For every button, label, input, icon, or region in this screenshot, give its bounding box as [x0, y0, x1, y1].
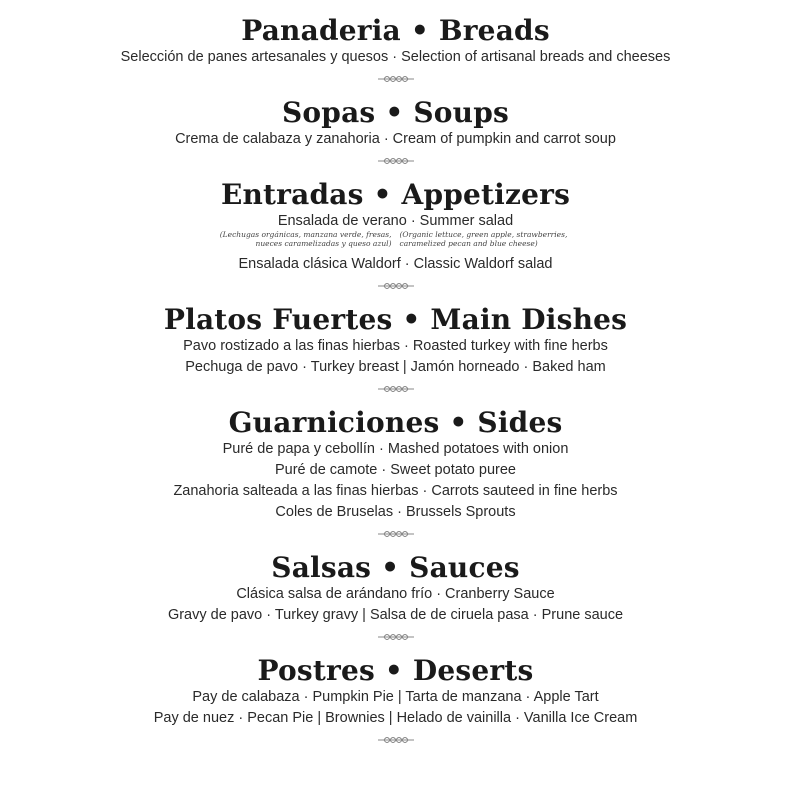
leaf-sprig-icon — [376, 153, 416, 169]
dish-description-spanish: (Lechugas orgánicas, manzana verde, fresas, nueces caramelizadas y queso azul) — [219, 230, 392, 248]
menu-item: Pechuga de pavo · Turkey breast | Jamón horneado · Baked ham — [185, 359, 606, 375]
menu-item: Crema de calabaza y zanahoria · Cream of pumpkin and carrot soup — [175, 131, 616, 147]
leaf-sprig-icon — [376, 71, 416, 87]
menu — [0, 14, 791, 748]
section-breads — [0, 14, 791, 87]
section-heading: Sopas • Soups — [282, 96, 509, 129]
menu-item: Pavo rostizado a las finas hierbas · Roasted turkey with fine herbs — [183, 338, 608, 354]
dish-description — [0, 230, 791, 248]
menu-item: Clásica salsa de arándano frío · Cranberry Sauce — [236, 586, 555, 602]
leaf-sprig-icon — [376, 629, 416, 645]
leaf-sprig-icon — [376, 526, 416, 542]
section-sides — [0, 406, 791, 542]
leaf-sprig-icon — [376, 278, 416, 294]
menu-item: Ensalada clásica Waldorf · Classic Waldorf salad — [238, 256, 553, 272]
section-heading: Platos Fuertes • Main Dishes — [163, 303, 628, 336]
section-heading: Guarniciones • Sides — [228, 406, 563, 439]
section-heading: Postres • Deserts — [257, 654, 534, 687]
menu-item: Pay de calabaza · Pumpkin Pie | Tarta de manzana · Apple Tart — [192, 689, 599, 705]
section-desserts — [0, 654, 791, 748]
section-sauces — [0, 551, 791, 645]
leaf-sprig-icon — [376, 732, 416, 748]
menu-item: Coles de Bruselas · Brussels Sprouts — [275, 504, 516, 520]
menu-item: Zanahoria salteada a las finas hierbas · Carrots sauteed in fine herbs — [173, 483, 618, 499]
menu-item: Pay de nuez · Pecan Pie | Brownies | Helado de vainilla · Vanilla Ice Cream — [153, 710, 638, 726]
menu-item: Ensalada de verano · Summer salad — [277, 213, 514, 229]
section-heading: Panaderia • Breads — [241, 14, 550, 47]
dish-description-english: (Organic lettuce, green apple, strawberries, caramelized pecan and blue cheese) — [399, 230, 568, 248]
menu-item: Puré de papa y cebollín · Mashed potatoes with onion — [222, 441, 569, 457]
section-main-dishes — [0, 303, 791, 397]
section-soups — [0, 96, 791, 169]
leaf-sprig-icon — [376, 381, 416, 397]
menu-item: Gravy de pavo · Turkey gravy | Salsa de de ciruela pasa · Prune sauce — [167, 607, 624, 623]
menu-item: Puré de camote · Sweet potato puree — [274, 462, 516, 478]
menu-item: Selección de panes artesanales y quesos · Selection of artisanal breads and cheeses — [120, 49, 671, 65]
section-heading: Salsas • Sauces — [271, 551, 520, 584]
section-heading: Entradas • Appetizers — [220, 178, 571, 211]
section-appetizers — [0, 178, 791, 294]
